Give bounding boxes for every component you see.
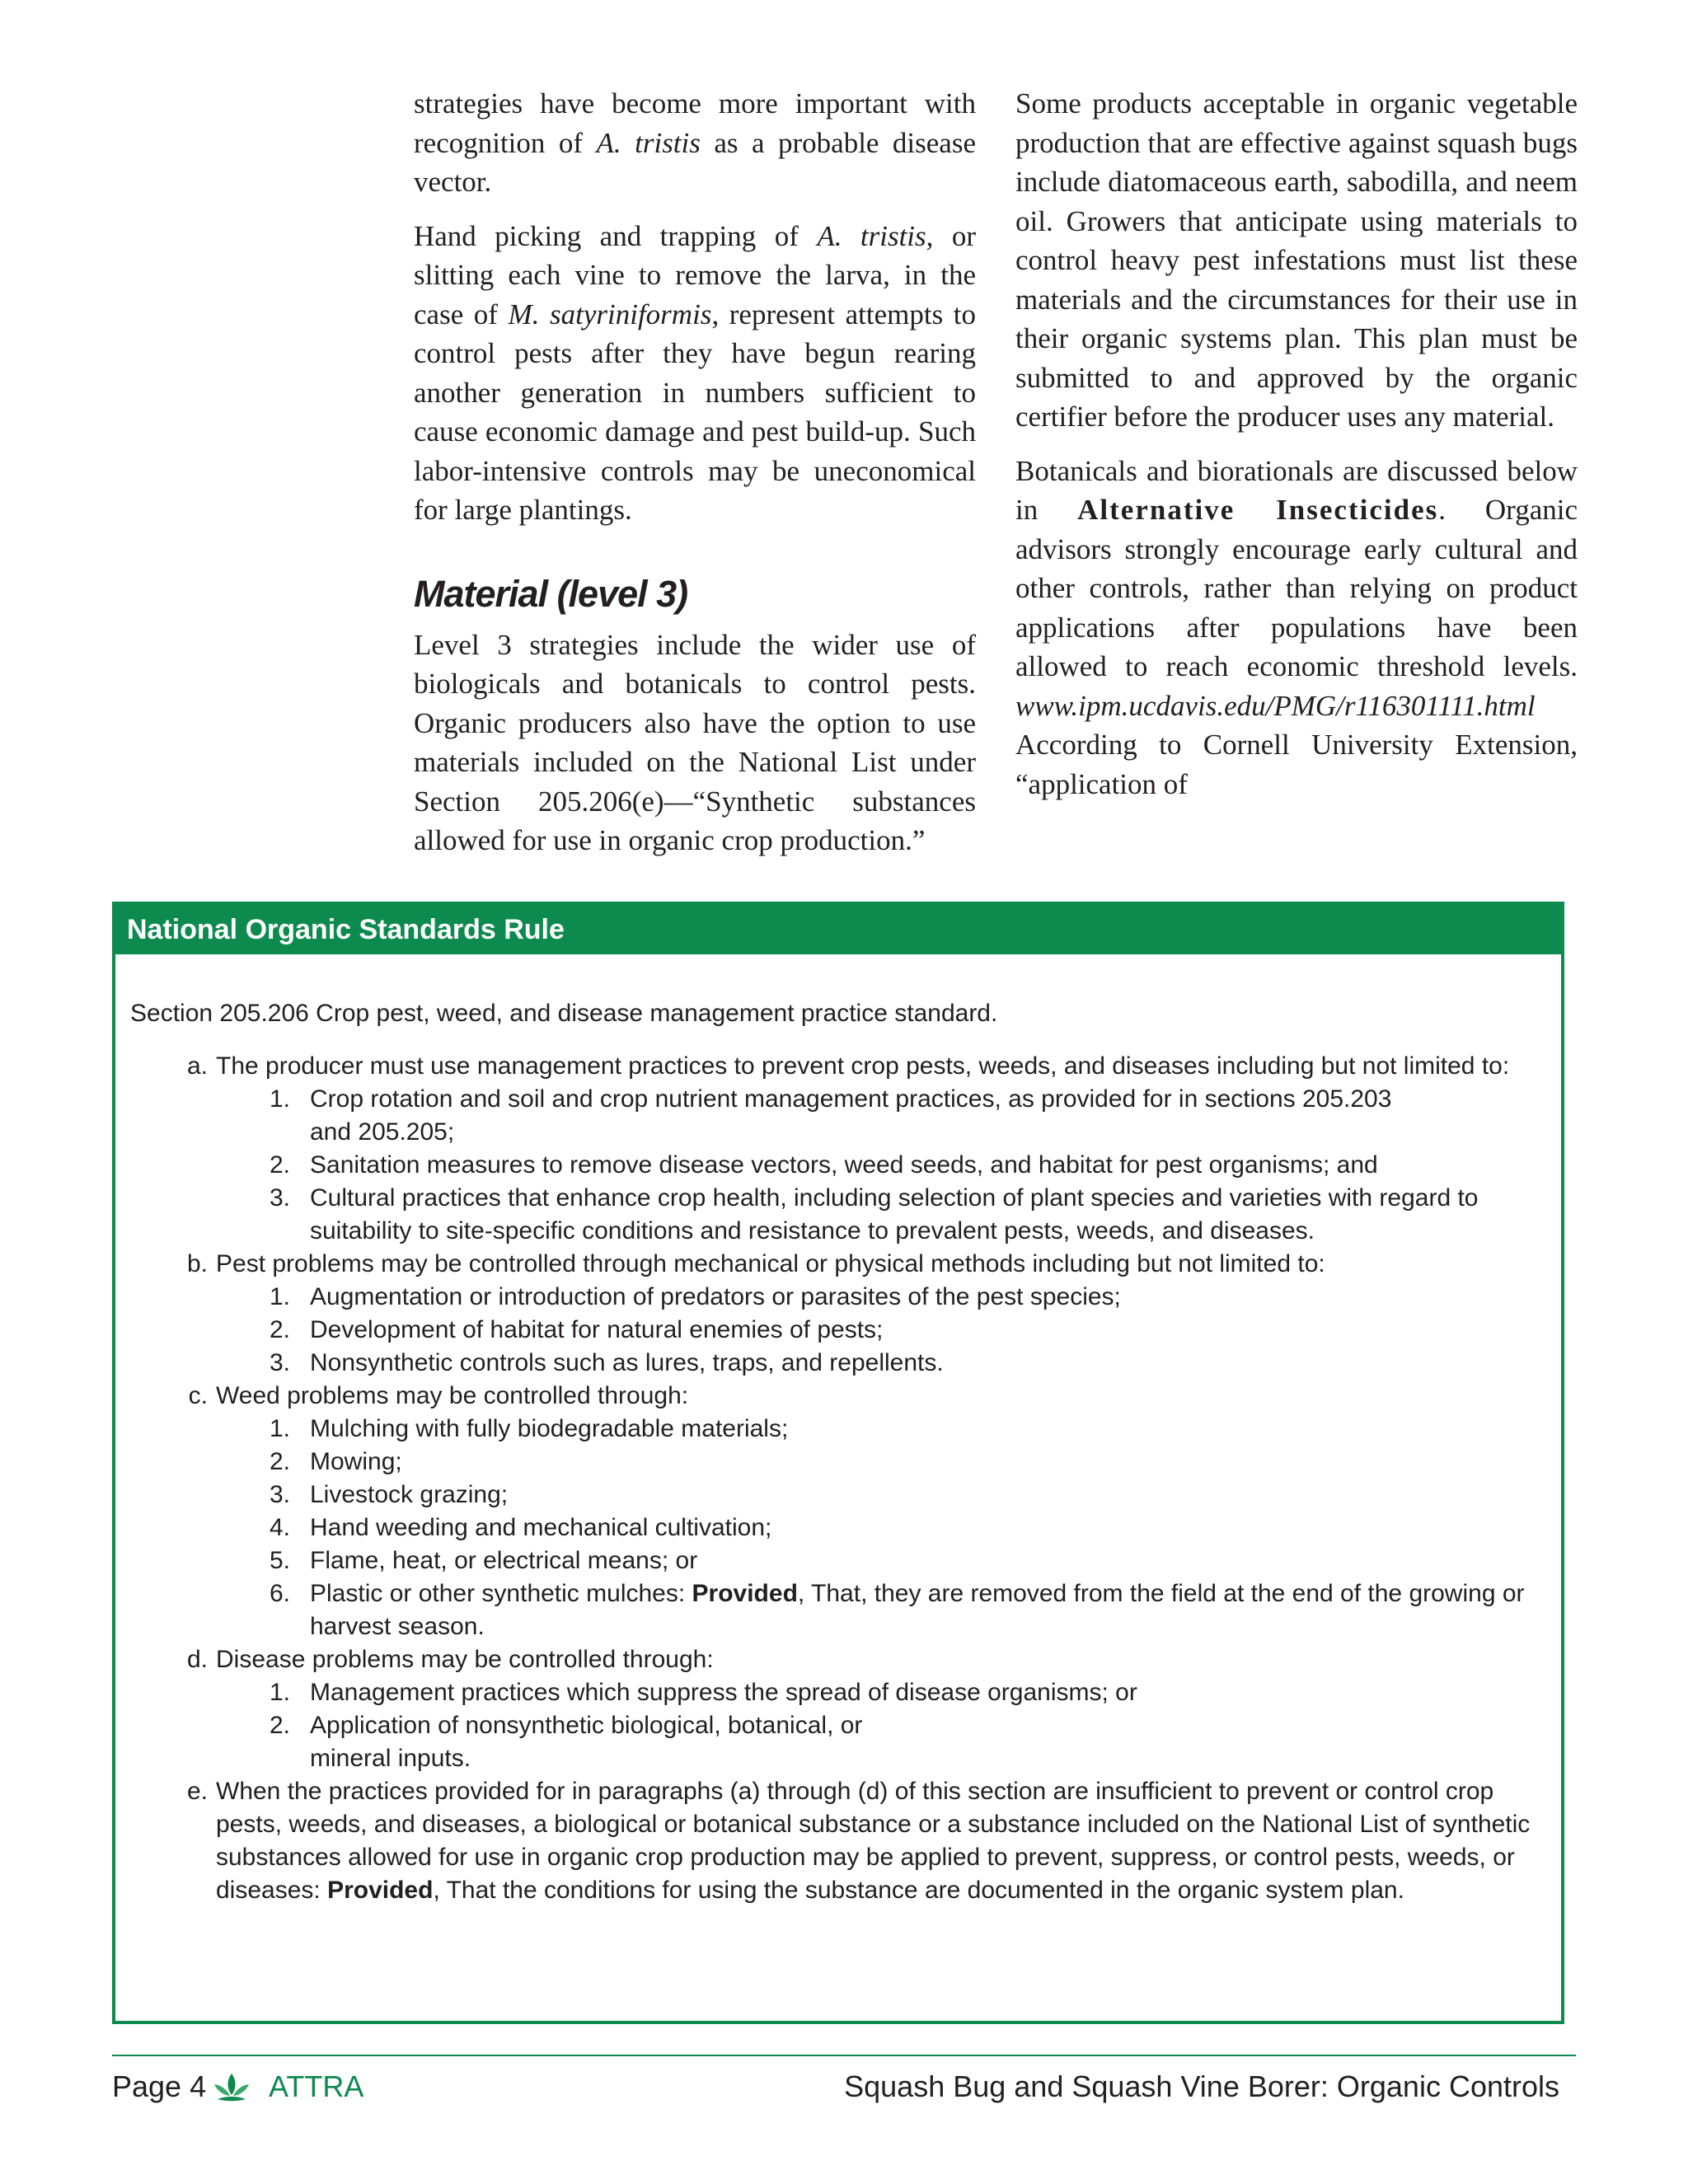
rule-sublist <box>216 1281 1545 1380</box>
list-item: 2. Application of nonsynthetic biological, botanical, or mineral inputs. <box>269 1712 863 1772</box>
list-item: 3. Nonsynthetic controls such as lures, traps, and repellents. <box>269 1349 944 1376</box>
page-footer <box>112 2062 1559 2111</box>
list-item: 2. Development of habitat for natural enemies of pests; <box>269 1316 884 1343</box>
section-heading: Material (level 3) <box>414 572 688 615</box>
publication-title: Squash Bug and Squash Vine Borer: Organic Controls <box>844 2069 1559 2103</box>
right-column <box>1015 84 1578 818</box>
rule-item-e: e. When the practices provided for in paragraphs (a) through (d) of this section are insufficient to prevent or control crop pests, weeds, and diseases, a biological or botanical substance or a substance included on the National List of synthetic substances allowed for use in organic crop production may be applied to prevent, suppress, or control pests, weeds, or diseases: Provided, That the conditions for using the substance are documented in the organic system plan. <box>186 1778 1531 1904</box>
right-paragraph-1: Some products acceptable in organic vegetable production that are effective against squash bugs include diatomaceous earth, sabodilla, and neem oil. Growers that anticipate using materials to control heavy pest infestations must list these materials and the circumstances for their use in their organic systems plan. This plan must be submitted to and approved by the organic certifier before the producer uses any material. <box>1015 87 1578 433</box>
list-item: 4. Hand weeding and mechanical cultivation; <box>269 1514 772 1541</box>
rule-item-c: c. Weed problems may be controlled through: 1. Mulching with fully biodegradable materials; 2. Mowing; 3. Livestock grazing; 4. Hand weeding and mechanical cultivation; 5. Flame, heat, or electrical means; or 6. Plastic or other synthetic mulches: Provided, That, they are removed from the field at the end of the growing or harvest season. <box>130 1380 1545 1643</box>
list-item: 3. Cultural practices that enhance crop health, including selection of plant species and varieties with regard to suitability to site-specific conditions and resistance to prevalent pests, weeds, and diseases. <box>269 1184 1479 1244</box>
list-item: 1. Mulching with fully biodegradable materials; <box>269 1415 789 1442</box>
rule-sublist <box>216 1413 1545 1643</box>
list-item: 1. Management practices which suppress the spread of disease organisms; or <box>269 1679 1137 1706</box>
list-item: 6. Plastic or other synthetic mulches: Provided, That, they are removed from the field at the end of the growing or harvest season. <box>269 1580 1525 1640</box>
rule-item-d: d. Disease problems may be controlled through: 1. Management practices which suppress the spread of disease organisms; or 2. Application of nonsynthetic biological, botanical, or mineral inputs. <box>130 1643 1545 1775</box>
list-item: 2. Mowing; <box>269 1448 402 1475</box>
footer-divider <box>112 2055 1576 2056</box>
list-item: 1. Augmentation or introduction of predators or parasites of the pest species; <box>269 1283 1121 1310</box>
url-link[interactable]: www.ipm.ucdavis.edu/PMG/r116301111.html <box>1015 689 1536 722</box>
sidebar-section-title: Section 205.206 Crop pest, weed, and disease management practice standard. <box>130 1000 998 1027</box>
sidebar-box <box>112 902 1564 2024</box>
list-item: 5. Flame, heat, or electrical means; or <box>269 1547 698 1574</box>
attra-leaf-logo-icon <box>213 2070 251 2103</box>
list-item: 2. Sanitation measures to remove disease vectors, weed seeds, and habitat for pest organisms; and <box>269 1151 1378 1179</box>
left-paragraph-1: strategies have become more important with recognition of A. tristis as a probable disease vector. <box>414 87 977 198</box>
list-item: 1. Crop rotation and soil and crop nutrient management practices, as provided for in sections 205.203 and 205.205; <box>269 1085 1392 1146</box>
attra-brand: ATTRA <box>269 2069 364 2103</box>
right-paragraph-2: Botanicals and biorationals are discussed below in Alternative Insecticides. Organic advisors strongly encourage early cultural and other controls, rather than relying on product applications after populations have been allowed to reach economic threshold levels. www.ipm.ucdavis.edu/PMG/r116301111.html According to Cornell University Extension, “application of <box>1015 454 1578 800</box>
rule-item-b: b. Pest problems may be controlled through mechanical or physical methods including but not limited to: 1. Augmentation or introduction of predators or parasites of the pest species; 2. Development of habitat for natural enemies of pests; 3. Nonsynthetic controls such as lures, traps, and repellents. <box>130 1248 1545 1380</box>
rule-sublist <box>216 1083 1545 1248</box>
page-number: Page 4 <box>112 2069 207 2103</box>
rule-sublist <box>216 1676 1545 1775</box>
left-paragraph-3: Level 3 strategies include the wider use of biologicals and botanicals to control pests. Organic producers also have the option to use materials included on the National List under Section 205.206(e)—“Synthetic substances allowed for use in organic crop production.” <box>414 628 976 856</box>
rule-item-a: a. The producer must use management practices to prevent crop pests, weeds, and diseases including but not limited to: 1. Crop rotation and soil and crop nutrient management practices, as provided for in sections 205.203 and 205.205; 2. Sanitation measures to remove disease vectors, weed seeds, and habitat for pest organisms; and 3. Cultural practices that enhance crop health, including selection of plant species and varieties with regard to suitability to site-specific conditions and resistance to prevalent pests, weeds, and diseases. <box>130 1050 1545 1248</box>
rule-list <box>130 1050 1545 1907</box>
cross-reference: Alternative Insecticides <box>1077 494 1439 526</box>
left-column <box>414 84 976 875</box>
sidebar-title: National Organic Standards Rule <box>115 905 1561 954</box>
list-item: 3. Livestock grazing; <box>269 1481 509 1508</box>
sidebar-body <box>115 954 1561 1907</box>
left-paragraph-2: Hand picking and trapping of A. tristis, or slitting each vine to remove the larva, in the case of M. satyriniformis, represent attempts to control pests after they have begun rearing another generation in numbers sufficient to cause economic damage and pest build-up. Such labor-intensive controls may be uneconomical for large plantings. <box>414 219 977 526</box>
